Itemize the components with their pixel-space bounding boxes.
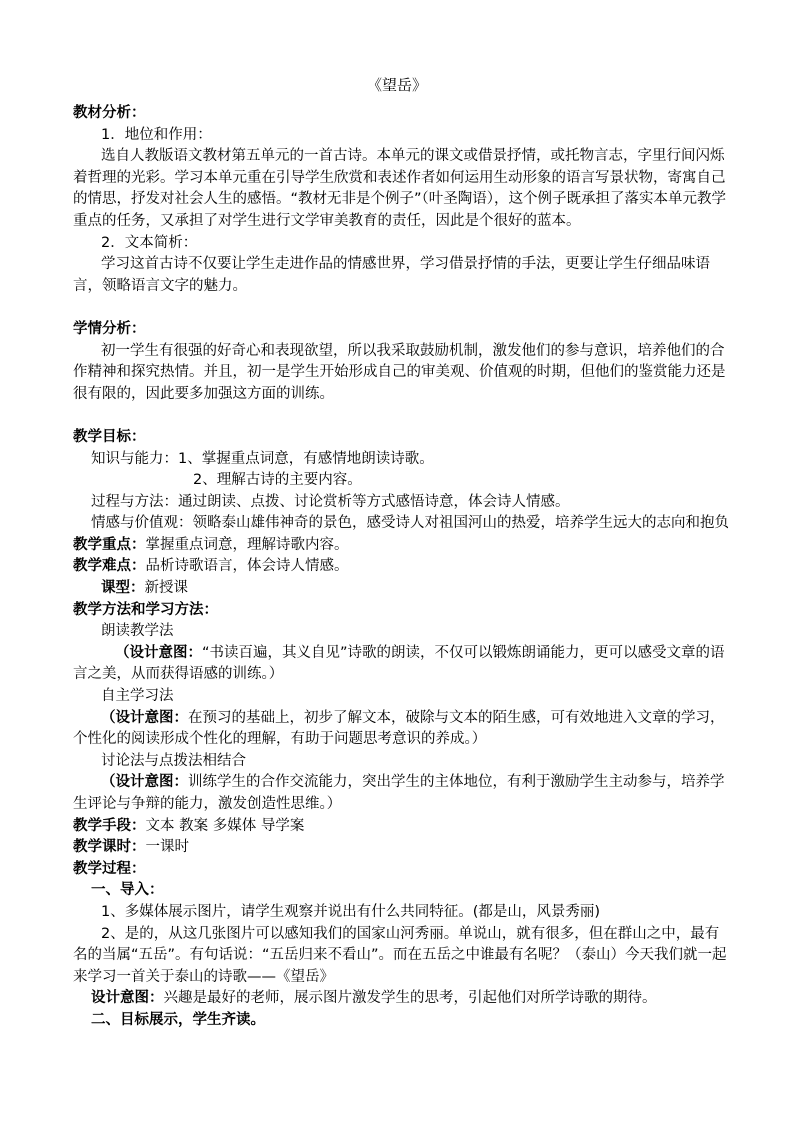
intent-label: 设计意图：: [91, 990, 164, 1007]
teaching-hours-label: 教学课时：: [73, 839, 146, 856]
paragraph-position-role: 选自人教版语文教材第五单元的一首古诗。本单元的课文或借景抒情，或托物言志，字里行间闪烁着哲理的光彩。学习本单元重在引导学生欣赏和表述作者如何运用生动形象的语言写景状物，寄寓自己的情思，抒发对社会人生的感悟。“教材无非是个例子”（叶圣陶语），这个例子既承担了落实本单元教学重点的任务，又承担了对学生进行文学审美教育的责任，因此是个很好的蓝本。: [73, 148, 727, 229]
teaching-hours-text: 一课时: [145, 839, 189, 856]
method-self-study: 自主学习法: [101, 688, 174, 705]
step-goals-heading: 二、目标展示，学生齐读。: [91, 1011, 265, 1028]
intent-text: “书读百遍，其义自见”诗歌的朗读，不仅可以锻炼朗诵能力，更可以感受文章的语言之美，从而获得语感的训练。）: [73, 644, 725, 683]
method-discussion-intent: [73, 772, 733, 815]
intent-label: （设计意图：: [115, 644, 202, 661]
goal-knowledge-2: 2、理解古诗的主要内容。: [193, 472, 362, 489]
lesson-type-text: 新授课: [144, 580, 188, 597]
section-heading-student-analysis: 学情分析：: [73, 320, 146, 337]
teaching-means-label: 教学手段：: [73, 817, 146, 834]
paragraph-student-analysis: 初一学生有很强的好奇心和表现欲望，所以我采取鼓励机制，激发他们的参与意识，培养他们的合作精神和探究热情。并且，初一是学生开始形成自己的审美观、价值观的时期，但他们的鉴赏能力还是很有限的，因此要多加强这方面的训练。: [73, 342, 726, 402]
key-point-text: 掌握重点词意，理解诗歌内容。: [145, 536, 349, 553]
goal-process: 过程与方法：通过朗读、点拨、讨论赏析等方式感悟诗意，体会诗人情感。: [91, 493, 570, 510]
section-heading-process: 教学过程：: [73, 860, 146, 877]
subheading-text-analysis: 2．文本简析：: [101, 234, 198, 251]
goal-emotion-text: 情感与价值观：领略泰山雄伟神奇的景色，感受诗人对祖国河山的热爱，培养学生远大的志向和抱负: [91, 515, 729, 532]
paragraph-text-analysis: 学习这首古诗不仅要让学生走进作品的情感世界，学习借景抒情的手法，更要让学生仔细品味语言，领略语言文字的魅力。: [73, 256, 710, 294]
document-title: 《望岳》: [366, 76, 427, 94]
document-body: [73, 103, 733, 1032]
goal-knowledge: 知识与能力：1、掌握重点词意，有感情地朗读诗歌。: [91, 450, 434, 467]
section-heading-methods: 教学方法和学习方法：: [73, 601, 218, 618]
intent-label: （设计意图：: [101, 774, 188, 791]
lesson-type: [73, 578, 733, 600]
key-point: [73, 535, 733, 557]
difficult-point-label: 教学难点：: [73, 558, 146, 575]
method-self-study-intent: [73, 708, 733, 751]
method-discussion: 讨论法与点拨法相结合: [101, 752, 246, 769]
method-reading: 朗读教学法: [101, 623, 174, 640]
subheading-position-role: 1．地位和作用：: [101, 126, 212, 143]
key-point-label: 教学重点：: [73, 536, 146, 553]
section-heading-textbook-analysis: 教材分析：: [73, 105, 146, 121]
teaching-means: [73, 816, 733, 838]
lesson-type-label: 课型：: [101, 580, 145, 597]
intent-label: （设计意图：: [101, 709, 188, 726]
section-heading-teaching-goals: 教学目标：: [73, 428, 146, 445]
step-intro-p2: 2、是的，从这几张图片可以感知我们的国家山河秀丽。单说山，就有很多，但在群山之中，最有名的当属“五岳”。有句话说：“五岳归来不看山”。而在五岳之中谁最有名呢？（泰山）今天我们就一起来学习一首关于泰山的诗歌——《望岳》: [73, 925, 727, 985]
intent-text: 训练学生的合作交流能力，突出学生的主体地位，有利于激励学生主动参与，培养学生评论与争辩的能力，激发创造性思维。）: [73, 774, 725, 812]
goal-emotion: [73, 513, 733, 535]
method-reading-intent: [73, 643, 733, 686]
step-intro-p1: 1、多媒体展示图片，请学生观察并说出有什么共同特征。(都是山，风景秀丽): [101, 903, 601, 920]
difficult-point: [73, 556, 733, 578]
intent-text: 在预习的基础上，初步了解文本，破除与文本的陌生感，可有效地进入文章的学习，个性化的阅读形成个性化的理解，有助于问题思考意识的养成。）: [73, 709, 725, 748]
step-intro-intent: [73, 988, 733, 1010]
difficult-point-text: 品析诗歌语言，体会诗人情感。: [145, 558, 349, 575]
teaching-means-text: 文本 教案 多媒体 导学案: [145, 817, 305, 834]
teaching-hours: [73, 837, 733, 859]
step-intro-heading: 一、导入：: [91, 882, 164, 899]
intent-text: 兴趣是最好的老师，展示图片激发学生的思考，引起他们对所学诗歌的期待。: [163, 990, 657, 1007]
